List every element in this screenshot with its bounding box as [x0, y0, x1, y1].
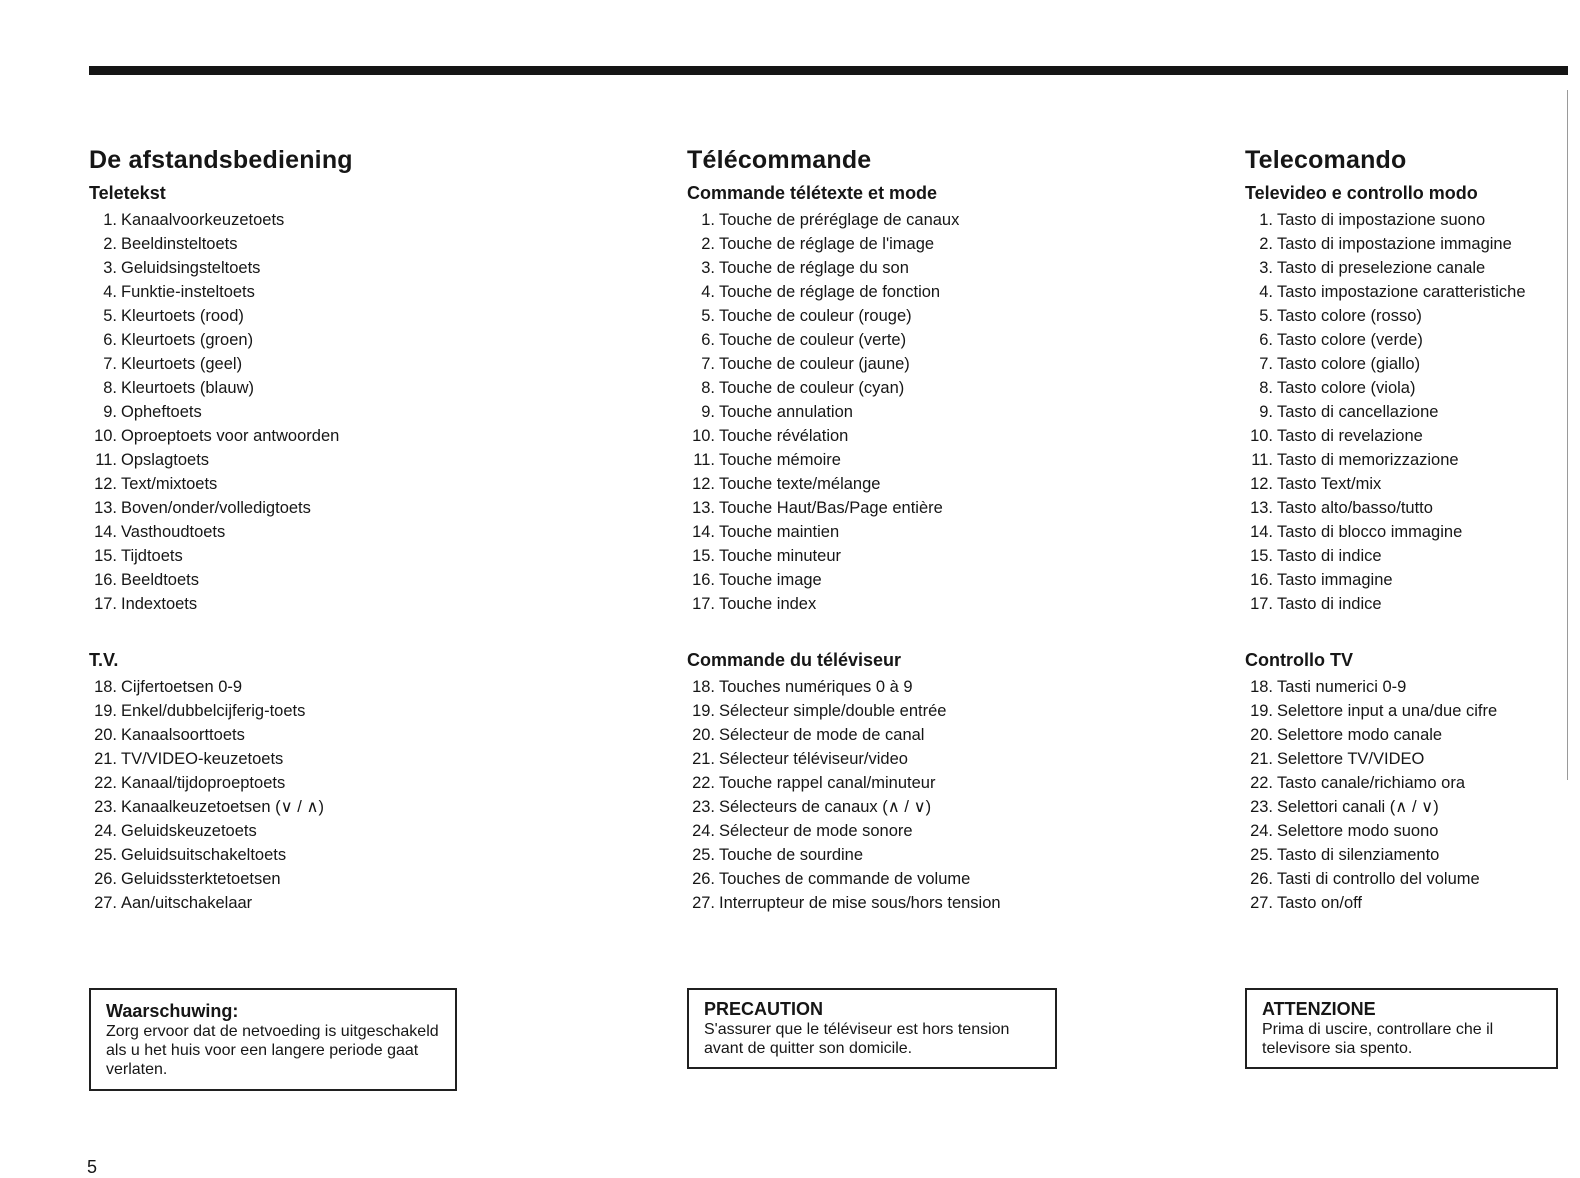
list-item	[687, 699, 1167, 723]
list-item	[1245, 843, 1565, 867]
list-item	[89, 208, 609, 232]
list-item	[1245, 891, 1565, 915]
item-label: Geluidsuitschakeltoets	[121, 846, 287, 864]
item-label: Tasti numerici 0-9	[1277, 678, 1407, 696]
item-label: Boven/onder/volledigtoets	[121, 499, 311, 517]
item-number: 1.	[701, 211, 715, 229]
item-label: Geluidskeuzetoets	[121, 822, 257, 840]
item-number: 14.	[1250, 523, 1273, 541]
list-item	[1245, 400, 1565, 424]
list-item	[1245, 256, 1565, 280]
item-number: 17.	[94, 595, 117, 613]
item-number: 8.	[1259, 379, 1273, 397]
item-label: Tasto di memorizzazione	[1277, 451, 1459, 469]
item-label: Tasti di controllo del volume	[1277, 870, 1480, 888]
item-label: Sélecteur téléviseur/video	[719, 750, 908, 768]
item-number: 3.	[103, 259, 117, 277]
tv-list	[1245, 675, 1565, 915]
item-label: Kanaalkeuzetoetsen (∨ / ∧)	[121, 798, 325, 816]
list-item	[89, 472, 609, 496]
item-label: Touche de couleur (cyan)	[719, 379, 905, 397]
list-item	[1245, 747, 1565, 771]
item-label: Enkel/dubbelcijferig-toets	[121, 702, 306, 720]
warning-box-french	[687, 988, 1057, 1069]
item-label: Kanaalvoorkeuzetoets	[121, 211, 285, 229]
item-label: Tasto Text/mix	[1277, 475, 1382, 493]
item-label: Touche image	[719, 571, 822, 589]
teletext-heading: Commande télétexte et mode	[687, 183, 938, 203]
list-item	[1245, 819, 1565, 843]
page-number: 5	[87, 1157, 98, 1177]
section-title: De afstandsbediening	[89, 146, 353, 174]
list-item	[687, 819, 1167, 843]
item-label: Kanaal/tijdoproeptoets	[121, 774, 286, 792]
item-label: Tasto di blocco immagine	[1277, 523, 1463, 541]
list-item	[687, 520, 1167, 544]
item-label: Tasto di impostazione suono	[1277, 211, 1486, 229]
list-item	[687, 208, 1167, 232]
list-item	[89, 747, 609, 771]
item-label: Sélecteur de mode de canal	[719, 726, 925, 744]
item-label: Touche texte/mélange	[719, 475, 881, 493]
item-label: Touche de réglage de l'image	[719, 235, 935, 253]
item-number: 27.	[94, 894, 117, 912]
item-label: Tasto colore (viola)	[1277, 379, 1416, 397]
item-label: Vasthoudtoets	[121, 523, 226, 541]
list-item	[687, 328, 1167, 352]
item-label: Sélecteur de mode sonore	[719, 822, 913, 840]
list-item	[687, 795, 1167, 819]
list-item	[1245, 675, 1565, 699]
item-number: 1.	[103, 211, 117, 229]
warning-body: S'assurer que le téléviseur est hors tension avant de quitter son domicile.	[704, 1021, 1010, 1057]
item-number: 1.	[1259, 211, 1273, 229]
teletext-heading: Teletekst	[89, 183, 166, 203]
item-label: Selettore modo suono	[1277, 822, 1439, 840]
item-number: 19.	[692, 702, 715, 720]
item-label: Tasto di impostazione immagine	[1277, 235, 1512, 253]
item-label: Kleurtoets (geel)	[121, 355, 243, 373]
item-label: Tasto immagine	[1277, 571, 1393, 589]
list-item	[1245, 376, 1565, 400]
warning-title: Waarschuwing:	[106, 1001, 239, 1021]
item-label: Touche de sourdine	[719, 846, 864, 864]
item-label: Beeldtoets	[121, 571, 199, 589]
item-label: Touche de réglage de fonction	[719, 283, 941, 301]
list-item	[1245, 592, 1565, 616]
item-number: 2.	[701, 235, 715, 253]
list-item	[687, 592, 1167, 616]
item-number: 21.	[692, 750, 715, 768]
list-item	[1245, 795, 1565, 819]
list-item	[687, 256, 1167, 280]
tv-heading: Commande du téléviseur	[687, 650, 902, 670]
list-item	[89, 304, 609, 328]
item-label: Interrupteur de mise sous/hors tension	[719, 894, 1001, 912]
item-number: 16.	[94, 571, 117, 589]
list-item	[1245, 699, 1565, 723]
list-item	[687, 747, 1167, 771]
warning-title: ATTENZIONE	[1262, 999, 1376, 1019]
item-label: Tasto di revelazione	[1277, 427, 1423, 445]
item-label: Tijdtoets	[121, 547, 183, 565]
list-item	[89, 867, 609, 891]
list-item	[687, 544, 1167, 568]
item-number: 24.	[94, 822, 117, 840]
item-number: 19.	[94, 702, 117, 720]
item-label: Tasto colore (giallo)	[1277, 355, 1421, 373]
item-label: Tasto di indice	[1277, 547, 1382, 565]
item-number: 11.	[693, 451, 715, 469]
list-item	[89, 795, 609, 819]
list-item	[1245, 424, 1565, 448]
list-item	[1245, 448, 1565, 472]
item-label: Touche Haut/Bas/Page entière	[719, 499, 943, 517]
list-item	[89, 256, 609, 280]
item-label: Touches de commande de volume	[719, 870, 971, 888]
item-number: 6.	[701, 331, 715, 349]
list-item	[89, 544, 609, 568]
item-number: 12.	[94, 475, 117, 493]
teletext-heading: Televideo e controllo modo	[1245, 183, 1478, 203]
item-number: 20.	[692, 726, 715, 744]
item-label: Selettore input a una/due cifre	[1277, 702, 1498, 720]
right-edge-rule	[1567, 90, 1568, 780]
item-label: Tasto colore (verde)	[1277, 331, 1423, 349]
list-item	[1245, 520, 1565, 544]
item-label: Touche minuteur	[719, 547, 841, 565]
item-number: 5.	[1259, 307, 1273, 325]
list-item	[687, 472, 1167, 496]
item-number: 7.	[701, 355, 715, 373]
list-item	[89, 376, 609, 400]
list-item	[89, 448, 609, 472]
item-number: 24.	[1250, 822, 1273, 840]
list-item	[1245, 496, 1565, 520]
list-item	[89, 232, 609, 256]
list-item	[687, 280, 1167, 304]
column-french	[687, 146, 1167, 915]
item-number: 9.	[1259, 403, 1273, 421]
item-label: Tasto impostazione caratteristiche	[1277, 283, 1526, 301]
item-number: 22.	[692, 774, 715, 792]
item-label: Selettore modo canale	[1277, 726, 1443, 744]
item-label: Touche annulation	[719, 403, 853, 421]
list-item	[89, 723, 609, 747]
list-item	[687, 568, 1167, 592]
item-label: Tasto di preselezione canale	[1277, 259, 1486, 277]
item-number: 20.	[94, 726, 117, 744]
teletext-list	[687, 208, 1167, 616]
item-label: Touche rappel canal/minuteur	[719, 774, 936, 792]
item-number: 25.	[94, 846, 117, 864]
item-number: 14.	[692, 523, 715, 541]
tv-heading: Controllo TV	[1245, 650, 1353, 670]
item-number: 13.	[1250, 499, 1273, 517]
list-item	[687, 424, 1167, 448]
warning-body: Zorg ervoor dat de netvoeding is uitgeschakeld als u het huis voor een langere periode gaat verlaten.	[106, 1023, 439, 1078]
item-label: Oproeptoets voor antwoorden	[121, 427, 340, 445]
list-item	[687, 232, 1167, 256]
list-item	[89, 400, 609, 424]
item-number: 15.	[692, 547, 715, 565]
list-item	[1245, 328, 1565, 352]
item-label: Touche révélation	[719, 427, 849, 445]
item-number: 15.	[1250, 547, 1273, 565]
item-number: 12.	[692, 475, 715, 493]
item-label: Opslagtoets	[121, 451, 210, 469]
tv-heading: T.V.	[89, 650, 119, 670]
item-label: Touche mémoire	[719, 451, 841, 469]
list-item	[687, 675, 1167, 699]
item-number: 25.	[692, 846, 715, 864]
list-item	[1245, 544, 1565, 568]
warning-box-italian	[1245, 988, 1558, 1069]
tv-list	[89, 675, 609, 915]
section-title: Telecomando	[1245, 146, 1407, 174]
item-number: 4.	[701, 283, 715, 301]
item-number: 7.	[103, 355, 117, 373]
list-item	[89, 699, 609, 723]
item-label: Sélecteur simple/double entrée	[719, 702, 947, 720]
list-item	[687, 891, 1167, 915]
list-item	[1245, 472, 1565, 496]
list-item	[1245, 867, 1565, 891]
section-title: Télécommande	[687, 146, 872, 174]
item-label: Selettore TV/VIDEO	[1277, 750, 1425, 768]
list-item	[1245, 208, 1565, 232]
list-item	[89, 675, 609, 699]
item-number: 23.	[1250, 798, 1273, 816]
item-label: Funktie-insteltoets	[121, 283, 255, 301]
list-item	[89, 328, 609, 352]
item-label: Touche de préréglage de canaux	[719, 211, 960, 229]
list-item	[89, 568, 609, 592]
list-item	[1245, 232, 1565, 256]
item-label: Tasto di silenziamento	[1277, 846, 1440, 864]
item-label: Indextoets	[121, 595, 198, 613]
item-number: 11.	[1251, 451, 1273, 469]
column-italian	[1245, 146, 1565, 915]
item-label: Geluidssterktetoetsen	[121, 870, 281, 888]
item-number: 27.	[692, 894, 715, 912]
item-number: 21.	[1250, 750, 1273, 768]
item-number: 16.	[692, 571, 715, 589]
item-number: 3.	[701, 259, 715, 277]
item-label: Tasto alto/basso/tutto	[1277, 499, 1433, 517]
list-item	[89, 424, 609, 448]
item-label: Tasto di cancellazione	[1277, 403, 1439, 421]
list-item	[687, 304, 1167, 328]
item-number: 26.	[94, 870, 117, 888]
list-item	[89, 592, 609, 616]
item-number: 26.	[692, 870, 715, 888]
warning-box-dutch	[89, 988, 457, 1091]
item-number: 22.	[1250, 774, 1273, 792]
item-number: 21.	[94, 750, 117, 768]
item-number: 18.	[1250, 678, 1273, 696]
item-number: 9.	[701, 403, 715, 421]
item-label: Touche maintien	[719, 523, 840, 541]
item-number: 17.	[1250, 595, 1273, 613]
teletext-list	[89, 208, 609, 616]
item-number: 10.	[94, 427, 117, 445]
list-item	[89, 352, 609, 376]
list-item	[1245, 771, 1565, 795]
list-item	[1245, 723, 1565, 747]
list-item	[687, 376, 1167, 400]
item-label: Touche de couleur (verte)	[719, 331, 907, 349]
item-number: 20.	[1250, 726, 1273, 744]
list-item	[1245, 304, 1565, 328]
item-number: 7.	[1259, 355, 1273, 373]
item-number: 6.	[103, 331, 117, 349]
item-number: 10.	[692, 427, 715, 445]
item-label: Aan/uitschakelaar	[121, 894, 253, 912]
item-number: 5.	[103, 307, 117, 325]
warning-title: PRECAUTION	[704, 999, 824, 1019]
list-item	[1245, 568, 1565, 592]
item-number: 13.	[692, 499, 715, 517]
list-item	[687, 400, 1167, 424]
top-rule	[89, 66, 1568, 75]
list-item	[89, 891, 609, 915]
item-label: Touche de réglage du son	[719, 259, 909, 277]
item-number: 24.	[692, 822, 715, 840]
item-number: 22.	[94, 774, 117, 792]
list-item	[89, 771, 609, 795]
item-number: 18.	[94, 678, 117, 696]
item-label: Touche index	[719, 595, 817, 613]
item-number: 5.	[701, 307, 715, 325]
item-label: Tasto canale/richiamo ora	[1277, 774, 1466, 792]
list-item	[687, 448, 1167, 472]
item-number: 23.	[692, 798, 715, 816]
item-number: 13.	[94, 499, 117, 517]
item-number: 16.	[1250, 571, 1273, 589]
item-label: Text/mixtoets	[121, 475, 218, 493]
item-number: 11.	[95, 451, 117, 469]
item-number: 26.	[1250, 870, 1273, 888]
item-label: Kleurtoets (blauw)	[121, 379, 254, 397]
item-label: Tasto colore (rosso)	[1277, 307, 1422, 325]
item-number: 27.	[1250, 894, 1273, 912]
item-number: 9.	[103, 403, 117, 421]
item-number: 23.	[94, 798, 117, 816]
item-label: Kleurtoets (groen)	[121, 331, 254, 349]
item-label: Cijfertoetsen 0-9	[121, 678, 243, 696]
item-label: Opheftoets	[121, 403, 202, 421]
tv-list	[687, 675, 1167, 915]
item-label: Geluidsingsteltoets	[121, 259, 261, 277]
item-label: TV/VIDEO-keuzetoets	[121, 750, 284, 768]
item-label: Tasto di indice	[1277, 595, 1382, 613]
column-dutch	[89, 146, 609, 915]
item-label: Beeldinsteltoets	[121, 235, 238, 253]
list-item	[89, 819, 609, 843]
item-number: 8.	[701, 379, 715, 397]
item-label: Tasto on/off	[1277, 894, 1363, 912]
list-item	[89, 843, 609, 867]
item-label: Kleurtoets (rood)	[121, 307, 244, 325]
list-item	[687, 496, 1167, 520]
list-item	[687, 723, 1167, 747]
list-item	[1245, 352, 1565, 376]
item-label: Kanaalsoorttoets	[121, 726, 245, 744]
warning-body: Prima di uscire, controllare che il televisore sia spento.	[1262, 1021, 1494, 1057]
item-label: Touche de couleur (rouge)	[719, 307, 912, 325]
list-item	[687, 843, 1167, 867]
item-number: 18.	[692, 678, 715, 696]
item-label: Selettori canali (∧ / ∨)	[1277, 798, 1439, 816]
item-number: 4.	[1259, 283, 1273, 301]
item-number: 8.	[103, 379, 117, 397]
item-label: Touches numériques 0 à 9	[719, 678, 913, 696]
item-number: 14.	[94, 523, 117, 541]
item-number: 2.	[1259, 235, 1273, 253]
item-number: 15.	[94, 547, 117, 565]
list-item	[89, 280, 609, 304]
item-number: 3.	[1259, 259, 1273, 277]
item-number: 10.	[1250, 427, 1273, 445]
list-item	[687, 352, 1167, 376]
item-number: 19.	[1250, 702, 1273, 720]
item-number: 17.	[692, 595, 715, 613]
teletext-list	[1245, 208, 1565, 616]
list-item	[1245, 280, 1565, 304]
item-label: Touche de couleur (jaune)	[719, 355, 910, 373]
list-item	[687, 867, 1167, 891]
list-item	[89, 496, 609, 520]
item-number: 4.	[103, 283, 117, 301]
item-number: 25.	[1250, 846, 1273, 864]
item-number: 2.	[103, 235, 117, 253]
list-item	[89, 520, 609, 544]
list-item	[687, 771, 1167, 795]
item-label: Sélecteurs de canaux (∧ / ∨)	[719, 798, 932, 816]
item-number: 6.	[1259, 331, 1273, 349]
item-number: 12.	[1250, 475, 1273, 493]
